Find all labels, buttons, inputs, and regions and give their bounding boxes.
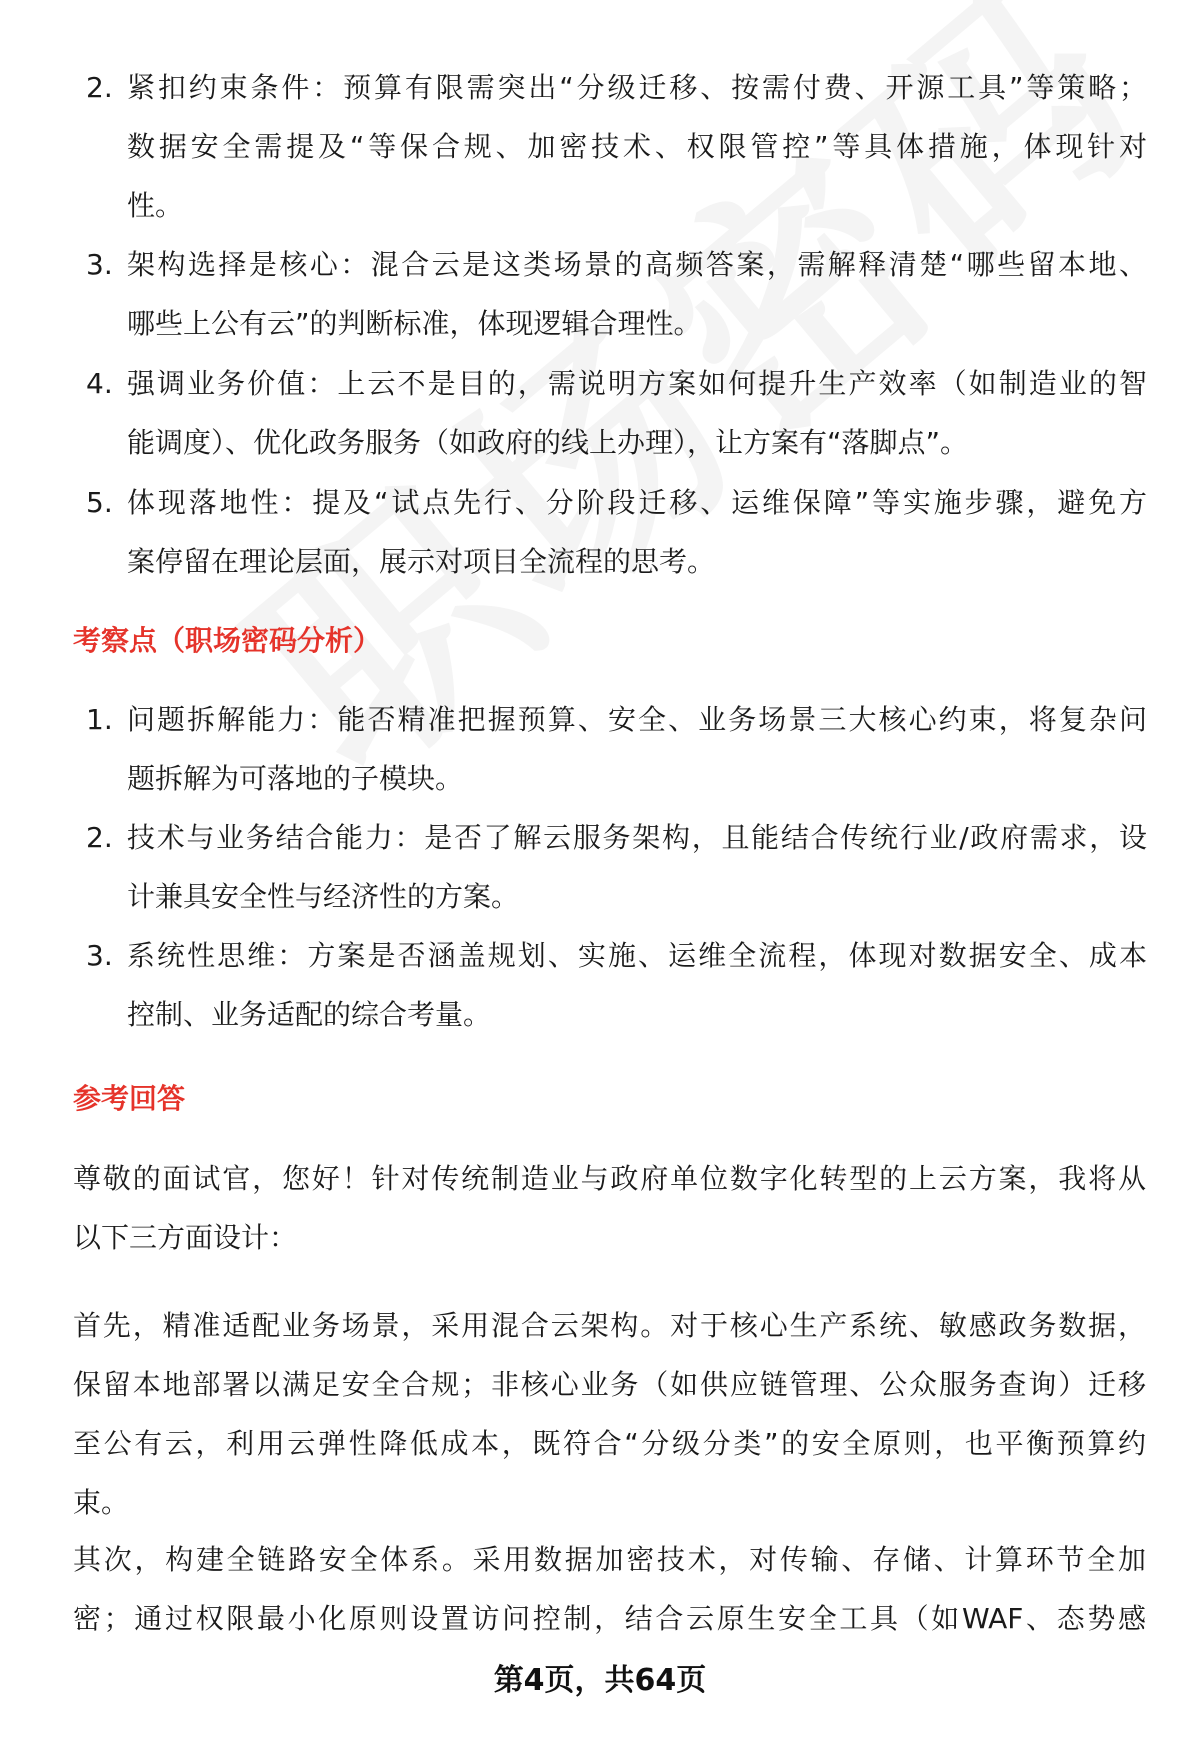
text-line: 控制、业务适配的综合考量。	[127, 998, 492, 1031]
list-item-text	[127, 58, 1147, 235]
paragraph	[73, 1149, 1146, 1267]
text-line: 密；通过权限最小化原则设置访问控制，结合云原生安全工具（如WAF、态势感	[73, 1602, 1146, 1635]
text-line: 问题拆解能力：能否精准把握预算、安全、业务场景三大核心约束，将复杂问	[127, 703, 1147, 736]
text-line: 体现落地性：提及“试点先行、分阶段迁移、运维保障”等实施步骤，避免方	[127, 486, 1147, 519]
section-heading-assessment: 考察点（职场密码分析）	[73, 624, 382, 657]
list-item-text	[127, 926, 1147, 1044]
list-number: 3.	[86, 248, 113, 281]
text-line: 至公有云，利用云弹性降低成本，既符合“分级分类”的安全原则，也平衡预算约	[73, 1427, 1146, 1460]
text-line: 首先，精准适配业务场景，采用混合云架构。对于核心生产系统、敏感政务数据，	[73, 1309, 1146, 1342]
list-number: 2.	[86, 71, 113, 104]
paragraph	[73, 1530, 1146, 1648]
text-line: 以下三方面设计：	[73, 1221, 298, 1254]
list-item-text	[127, 690, 1147, 808]
paragraph	[73, 1296, 1146, 1532]
list-item-text	[127, 473, 1147, 591]
text-line: 架构选择是核心：混合云是这类场景的高频答案，需解释清楚“哪些留本地、	[127, 248, 1147, 281]
list-item-text	[127, 354, 1147, 472]
text-line: 技术与业务结合能力：是否了解云服务架构，且能结合传统行业/政府需求，设	[127, 821, 1147, 854]
text-line: 系统性思维：方案是否涵盖规划、实施、运维全流程，体现对数据安全、成本	[127, 939, 1147, 972]
section-heading-reference-answer: 参考回答	[73, 1082, 186, 1115]
list-number: 3.	[86, 939, 113, 972]
text-line: 束。	[73, 1486, 130, 1519]
text-line: 题拆解为可落地的子模块。	[127, 762, 464, 795]
page-number-footer: 第4页，共64页	[493, 1663, 707, 1698]
list-item-text	[127, 808, 1147, 926]
text-line: 数据安全需提及“等保合规、加密技术、权限管控”等具体措施，体现针对	[127, 130, 1147, 163]
text-line: 强调业务价值：上云不是目的，需说明方案如何提升生产效率（如制造业的智	[127, 367, 1147, 400]
text-line: 其次，构建全链路安全体系。采用数据加密技术，对传输、存储、计算环节全加	[73, 1543, 1146, 1576]
text-line: 尊敬的面试官，您好！针对传统制造业与政府单位数字化转型的上云方案，我将从	[73, 1162, 1146, 1195]
text-line: 性。	[127, 189, 184, 222]
text-line: 案停留在理论层面，展示对项目全流程的思考。	[127, 545, 716, 578]
text-line: 哪些上公有云”的判断标准，体现逻辑合理性。	[127, 307, 702, 340]
list-number: 1.	[86, 703, 113, 736]
list-number: 2.	[86, 821, 113, 854]
text-line: 能调度）、优化政务服务（如政府的线上办理），让方案有“落脚点”。	[127, 426, 969, 459]
list-number: 5.	[86, 486, 113, 519]
text-line: 计兼具安全性与经济性的方案。	[127, 880, 520, 913]
list-number: 4.	[86, 367, 113, 400]
text-line: 保留本地部署以满足安全合规；非核心业务（如供应链管理、公众服务查询）迁移	[73, 1368, 1146, 1401]
text-line: 紧扣约束条件：预算有限需突出“分级迁移、按需付费、开源工具”等策略；	[127, 71, 1148, 104]
list-item-text	[127, 235, 1147, 353]
